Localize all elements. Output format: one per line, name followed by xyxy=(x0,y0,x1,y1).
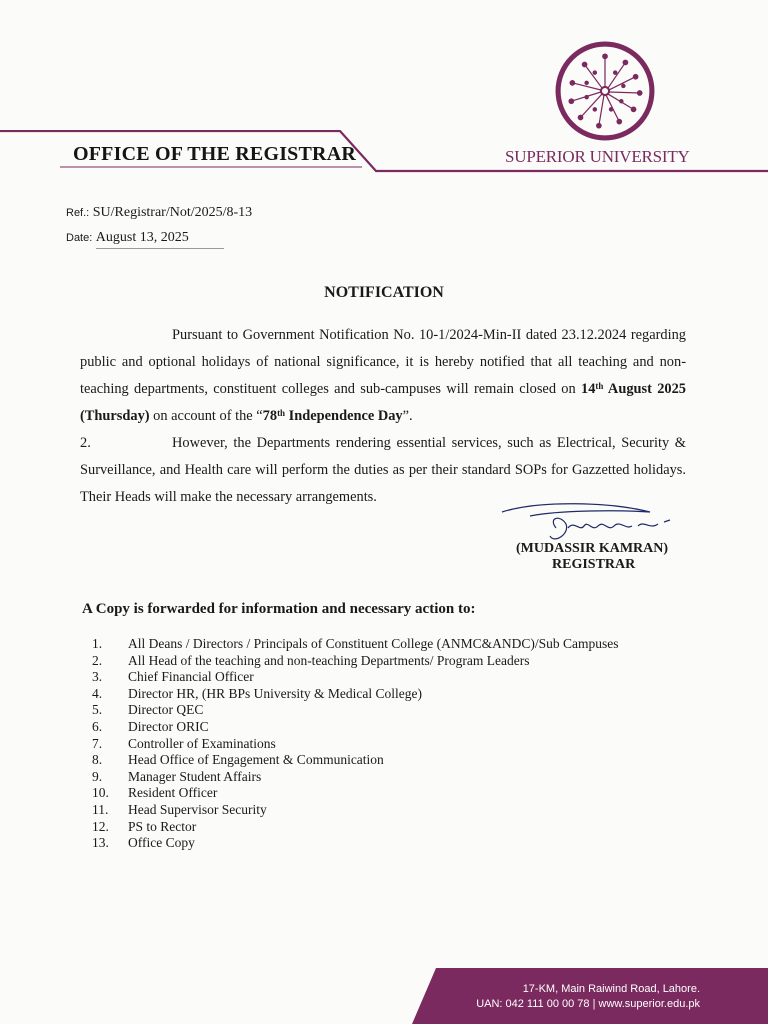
p1-date: August 2025 (Thursday) xyxy=(80,381,687,424)
p1-text-b: on account of the “ xyxy=(149,408,263,424)
office-title: OFFICE OF THE REGISTRAR xyxy=(73,143,356,165)
list-item: 5. Director QEC xyxy=(92,702,204,718)
p1-text-a: Pursuant to Government Notification No. 10-1/2024-Min-II dated 23.12.2024 regarding public and optional holidays of national significance, it is hereby notified that all teaching and non-teaching departments, constituent colleges and sub-campuses will remain closed on xyxy=(80,327,686,397)
reference-line xyxy=(66,205,252,221)
list-item: 4. Director HR, (HR BPs University & Medical College) xyxy=(92,685,422,701)
p1-event-num: 78 xyxy=(262,408,278,424)
p2-text: However, the Departments rendering essential services, such as Electrical, Security & Surveillance, and Health care will perform the duties as per their standard SOPs for Gazzetted holidays. Their Heads will make the necessary arrangements. xyxy=(80,435,686,505)
list-item: 7. Controller of Examinations xyxy=(92,735,276,751)
list-item: 8. Head Office of Engagement & Communication xyxy=(92,752,384,768)
paragraph-1 xyxy=(80,322,686,430)
list-item: 12. PS to Rector xyxy=(92,818,197,834)
p1-text-c: ”. xyxy=(402,408,413,424)
page-title: NOTIFICATION xyxy=(324,284,444,301)
recipient-list xyxy=(92,636,692,852)
university-seal-icon xyxy=(554,40,656,142)
university-name: SUPERIOR UNIVERSITY xyxy=(505,147,690,166)
date-label: Date: xyxy=(66,232,93,244)
footer-contact: UAN: 042 111 00 00 78 | www.superior.edu.pk xyxy=(476,998,700,1010)
list-item: 10. Resident Officer xyxy=(92,785,218,801)
date-value: August 13, 2025 xyxy=(96,230,224,249)
footer-address: 17-KM, Main Raiwind Road, Lahore. xyxy=(522,983,700,995)
date-line xyxy=(66,230,224,249)
signatory-name: (MUDASSIR KAMRAN) xyxy=(516,541,669,556)
p1-event-name: Independence Day xyxy=(285,408,403,424)
copy-heading: A Copy is forwarded for information and necessary action to: xyxy=(82,601,476,617)
list-item: 3. Chief Financial Officer xyxy=(92,669,254,685)
signatory-designation: REGISTRAR xyxy=(552,557,636,572)
p1-day-sup: th xyxy=(595,381,604,391)
footer-band xyxy=(0,968,768,1024)
p2-number: 2. xyxy=(80,435,91,451)
list-item: 11. Head Supervisor Security xyxy=(92,801,267,817)
list-item: 1. All Deans / Directors / Principals of Constituent College (ANMC&ANDC)/Sub Campuses xyxy=(92,636,619,651)
list-item: 9. Manager Student Affairs xyxy=(92,768,262,784)
list-item: 6. Director ORIC xyxy=(92,718,209,734)
ref-value: SU/Registrar/Not/2025/8-13 xyxy=(92,205,253,220)
ref-label: Ref.: xyxy=(66,207,90,219)
p1-day-num: 14 xyxy=(581,381,596,397)
list-item: 2. All Head of the teaching and non-teaching Departments/ Program Leaders xyxy=(92,652,530,668)
p1-event-sup: th xyxy=(277,408,286,418)
list-item: 13. Office Copy xyxy=(92,835,195,851)
